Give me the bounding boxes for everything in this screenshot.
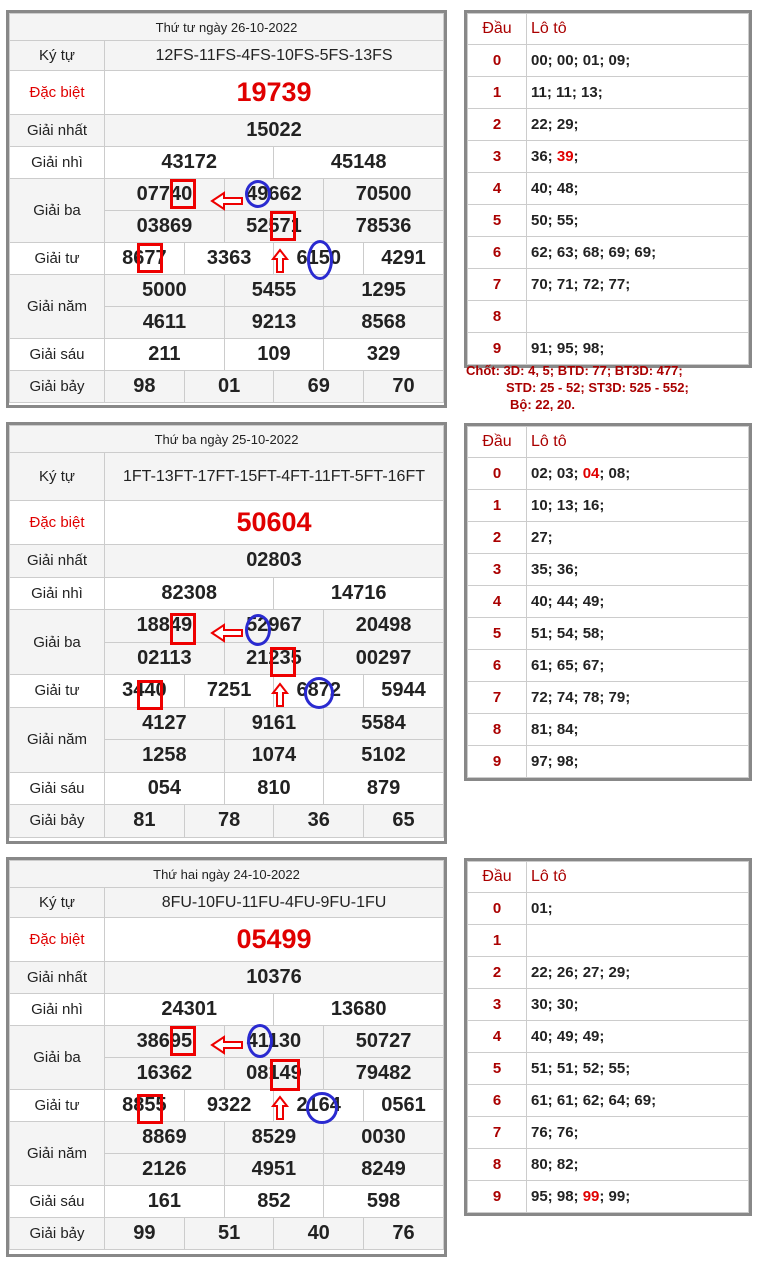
fifth-prize: 8869 (105, 1122, 225, 1154)
fifth-prize: 2126 (105, 1154, 225, 1186)
sixth-prize: 054 (105, 772, 225, 805)
dau-digit: 1 (468, 925, 527, 957)
fifth-prize: 1074 (224, 740, 323, 773)
dau-digit: 2 (468, 109, 527, 141)
row-label: Giải ba (10, 1026, 105, 1090)
third-prize: 02113 (105, 642, 225, 675)
second-prize: 43172 (105, 147, 274, 179)
row-label: Giải ba (10, 179, 105, 243)
dau-digit: 9 (468, 333, 527, 365)
third-prize: 08149 (224, 1058, 323, 1090)
fifth-prize: 8249 (324, 1154, 444, 1186)
row-label: Giải sáu (10, 1186, 105, 1218)
sixth-prize: 852 (224, 1186, 323, 1218)
second-prize: 13680 (274, 994, 444, 1026)
dau-digit: 6 (468, 237, 527, 269)
loto-number: 02; 03; (531, 465, 583, 482)
row-label: Giải nhì (10, 577, 105, 610)
third-prize: 50727 (324, 1026, 444, 1058)
head-loto: Lô tô (527, 862, 749, 893)
loto-number: 70; 71; 72; 77; (531, 276, 631, 293)
fifth-prize: 1258 (105, 740, 225, 773)
dau-digit: 0 (468, 45, 527, 77)
seventh-prize: 81 (105, 805, 185, 838)
loto-number: 11; 11; 13; (531, 84, 603, 101)
row-label: Giải năm (10, 275, 105, 339)
loto-number: 40; 48; (531, 180, 579, 197)
loto-number: 27; (531, 529, 553, 546)
row-label: Giải nhì (10, 994, 105, 1026)
chot-line: STD: 25 - 52; ST3D: 525 - 552; (506, 380, 689, 395)
fourth-prize: 4291 (364, 243, 444, 275)
dau-digit: 3 (468, 554, 527, 586)
loto-number: 50; 55; (531, 212, 579, 229)
third-prize: 20498 (324, 610, 444, 643)
dau-digit: 5 (468, 1053, 527, 1085)
fifth-prize: 4951 (224, 1154, 323, 1186)
head-dau: Đầu (468, 862, 527, 893)
fourth-prize: 0561 (363, 1090, 443, 1122)
loto-number: 99 (582, 1188, 600, 1205)
dau-digit: 4 (468, 586, 527, 618)
loto-number: 95; 98; (531, 1188, 583, 1205)
ky-tu-codes: 1FT-13FT-17FT-15FT-4FT-11FT-5FT-16FT (105, 453, 444, 501)
third-prize: 52571 (224, 211, 323, 243)
loto-number: ; 99; (599, 1188, 631, 1205)
dau-digit: 7 (468, 1117, 527, 1149)
row-label: Ký tự (10, 453, 105, 501)
sixth-prize: 598 (324, 1186, 444, 1218)
head-dau: Đầu (468, 427, 527, 458)
loto-number: 40; 49; 49; (531, 1028, 605, 1045)
ky-tu-codes: 12FS-11FS-4FS-10FS-5FS-13FS (105, 41, 444, 71)
loto-number: 97; 98; (531, 753, 579, 770)
first-prize: 02803 (105, 545, 444, 578)
loto-number: 10; 13; 16; (531, 497, 605, 514)
dau-digit: 1 (468, 77, 527, 109)
special-prize: 50604 (105, 501, 444, 545)
row-label: Đặc biệt (10, 501, 105, 545)
dau-digit: 4 (468, 173, 527, 205)
row-label: Giải tư (10, 243, 105, 275)
loto-number: 00; 00; 01; 09; (531, 52, 631, 69)
seventh-prize: 76 (363, 1218, 443, 1250)
row-label: Giải bảy (10, 1218, 105, 1250)
fifth-prize: 1295 (324, 275, 444, 307)
seventh-prize: 69 (274, 371, 364, 403)
dau-digit: 1 (468, 490, 527, 522)
fourth-prize: 5944 (364, 675, 444, 708)
loto-number: 40; 44; 49; (531, 593, 605, 610)
loto-number: 51; 54; 58; (531, 625, 605, 642)
third-prize: 16362 (105, 1058, 225, 1090)
row-label: Giải sáu (10, 339, 105, 371)
chot-line: Bộ: 22, 20. (510, 397, 576, 412)
loto-number: 30; 30; (531, 996, 579, 1013)
third-prize: 38695 (105, 1026, 225, 1058)
fourth-prize: 6150 (274, 243, 364, 275)
second-prize: 24301 (105, 994, 274, 1026)
third-prize: 70500 (324, 179, 444, 211)
seventh-prize: 51 (184, 1218, 274, 1250)
loto-number: 51; 51; 52; 55; (531, 1060, 631, 1077)
sixth-prize: 329 (324, 339, 444, 371)
second-prize: 82308 (105, 577, 274, 610)
fifth-prize: 9213 (224, 307, 323, 339)
loto-number: 62; 63; 68; 69; 69; (531, 244, 657, 261)
fourth-prize: 8677 (105, 243, 185, 275)
second-prize: 45148 (274, 147, 444, 179)
special-prize: 19739 (105, 71, 444, 115)
loto-number: 72; 74; 78; 79; (531, 689, 631, 706)
chot-line: Chốt: 3D: 4, 5; BTD: 77; BT3D: 477; (466, 363, 683, 378)
sixth-prize: 161 (105, 1186, 225, 1218)
loto-number: ; 08; (599, 465, 631, 482)
fifth-prize: 4611 (105, 307, 225, 339)
seventh-prize: 98 (105, 371, 185, 403)
third-prize: 49662 (224, 179, 323, 211)
dau-digit: 6 (468, 1085, 527, 1117)
dau-digit: 3 (468, 141, 527, 173)
loto-number: 04 (582, 465, 600, 482)
loto-number: 61; 65; 67; (531, 657, 605, 674)
seventh-prize: 99 (105, 1218, 185, 1250)
seventh-prize: 01 (184, 371, 274, 403)
row-label: Giải sáu (10, 772, 105, 805)
ky-tu-codes: 8FU-10FU-11FU-4FU-9FU-1FU (105, 888, 444, 918)
fifth-prize: 8529 (224, 1122, 323, 1154)
third-prize: 41130 (224, 1026, 323, 1058)
fifth-prize: 5455 (224, 275, 323, 307)
third-prize: 21235 (224, 642, 323, 675)
fourth-prize: 2164 (274, 1090, 364, 1122)
dau-digit: 0 (468, 458, 527, 490)
row-label: Ký tự (10, 888, 105, 918)
sixth-prize: 879 (324, 772, 444, 805)
loto-number: 81; 84; (531, 721, 579, 738)
third-prize: 00297 (324, 642, 444, 675)
loto-number: 91; 95; 98; (531, 340, 605, 357)
third-prize: 79482 (324, 1058, 444, 1090)
row-label: Đặc biệt (10, 71, 105, 115)
dau-digit: 8 (468, 1149, 527, 1181)
first-prize: 10376 (105, 962, 444, 994)
loto-number: 35; 36; (531, 561, 579, 578)
head-loto: Lô tô (527, 427, 749, 458)
sixth-prize: 211 (105, 339, 225, 371)
third-prize: 03869 (105, 211, 225, 243)
fourth-prize: 3363 (184, 243, 274, 275)
row-label: Giải nhất (10, 962, 105, 994)
sixth-prize: 810 (224, 772, 323, 805)
dau-digit: 4 (468, 1021, 527, 1053)
row-label: Giải năm (10, 707, 105, 772)
fifth-prize: 5102 (324, 740, 444, 773)
fifth-prize: 5584 (324, 707, 444, 740)
dau-digit: 7 (468, 682, 527, 714)
second-prize: 14716 (274, 577, 444, 610)
head-dau: Đầu (468, 14, 527, 45)
fourth-prize: 8855 (105, 1090, 185, 1122)
seventh-prize: 70 (364, 371, 444, 403)
fifth-prize: 8568 (324, 307, 444, 339)
fifth-prize: 4127 (105, 707, 225, 740)
loto-number: 39 (556, 148, 574, 165)
loto-number: 36; (531, 148, 557, 165)
third-prize: 18849 (105, 610, 225, 643)
third-prize: 07740 (105, 179, 225, 211)
row-label: Giải nhất (10, 545, 105, 578)
loto-number: 22; 26; 27; 29; (531, 964, 631, 981)
loto-number: 22; 29; (531, 116, 579, 133)
row-label: Giải nhất (10, 115, 105, 147)
fifth-prize: 9161 (224, 707, 323, 740)
dau-digit: 2 (468, 957, 527, 989)
fourth-prize: 3440 (105, 675, 185, 708)
draw-date: Thứ ba ngày 25-10-2022 (10, 426, 444, 453)
loto-number: 01; (531, 900, 553, 917)
sixth-prize: 109 (224, 339, 323, 371)
dau-digit: 2 (468, 522, 527, 554)
row-label: Giải bảy (10, 805, 105, 838)
draw-date: Thứ hai ngày 24-10-2022 (10, 861, 444, 888)
dau-digit: 5 (468, 205, 527, 237)
seventh-prize: 40 (274, 1218, 364, 1250)
dau-digit: 7 (468, 269, 527, 301)
loto-number: 80; 82; (531, 1156, 579, 1173)
dau-digit: 8 (468, 301, 527, 333)
row-label: Giải nhì (10, 147, 105, 179)
third-prize: 52967 (224, 610, 323, 643)
dau-digit: 3 (468, 989, 527, 1021)
first-prize: 15022 (105, 115, 444, 147)
dau-digit: 9 (468, 746, 527, 778)
dau-digit: 9 (468, 1181, 527, 1213)
loto-number: ; (573, 148, 579, 165)
fourth-prize: 6872 (274, 675, 364, 708)
row-label: Giải năm (10, 1122, 105, 1186)
fifth-prize: 0030 (324, 1122, 444, 1154)
draw-date: Thứ tư ngày 26-10-2022 (10, 14, 444, 41)
dau-digit: 6 (468, 650, 527, 682)
seventh-prize: 36 (274, 805, 364, 838)
row-label: Giải ba (10, 610, 105, 675)
fourth-prize: 7251 (184, 675, 274, 708)
fourth-prize: 9322 (184, 1090, 274, 1122)
row-label: Giải tư (10, 675, 105, 708)
loto-number: 76; 76; (531, 1124, 579, 1141)
special-prize: 05499 (105, 918, 444, 962)
row-label: Đặc biệt (10, 918, 105, 962)
dau-digit: 5 (468, 618, 527, 650)
fifth-prize: 5000 (105, 275, 225, 307)
row-label: Ký tự (10, 41, 105, 71)
row-label: Giải tư (10, 1090, 105, 1122)
dau-digit: 8 (468, 714, 527, 746)
third-prize: 78536 (324, 211, 444, 243)
loto-number: 61; 61; 62; 64; 69; (531, 1092, 657, 1109)
seventh-prize: 78 (184, 805, 274, 838)
head-loto: Lô tô (527, 14, 749, 45)
row-label: Giải bảy (10, 371, 105, 403)
dau-digit: 0 (468, 893, 527, 925)
seventh-prize: 65 (364, 805, 444, 838)
